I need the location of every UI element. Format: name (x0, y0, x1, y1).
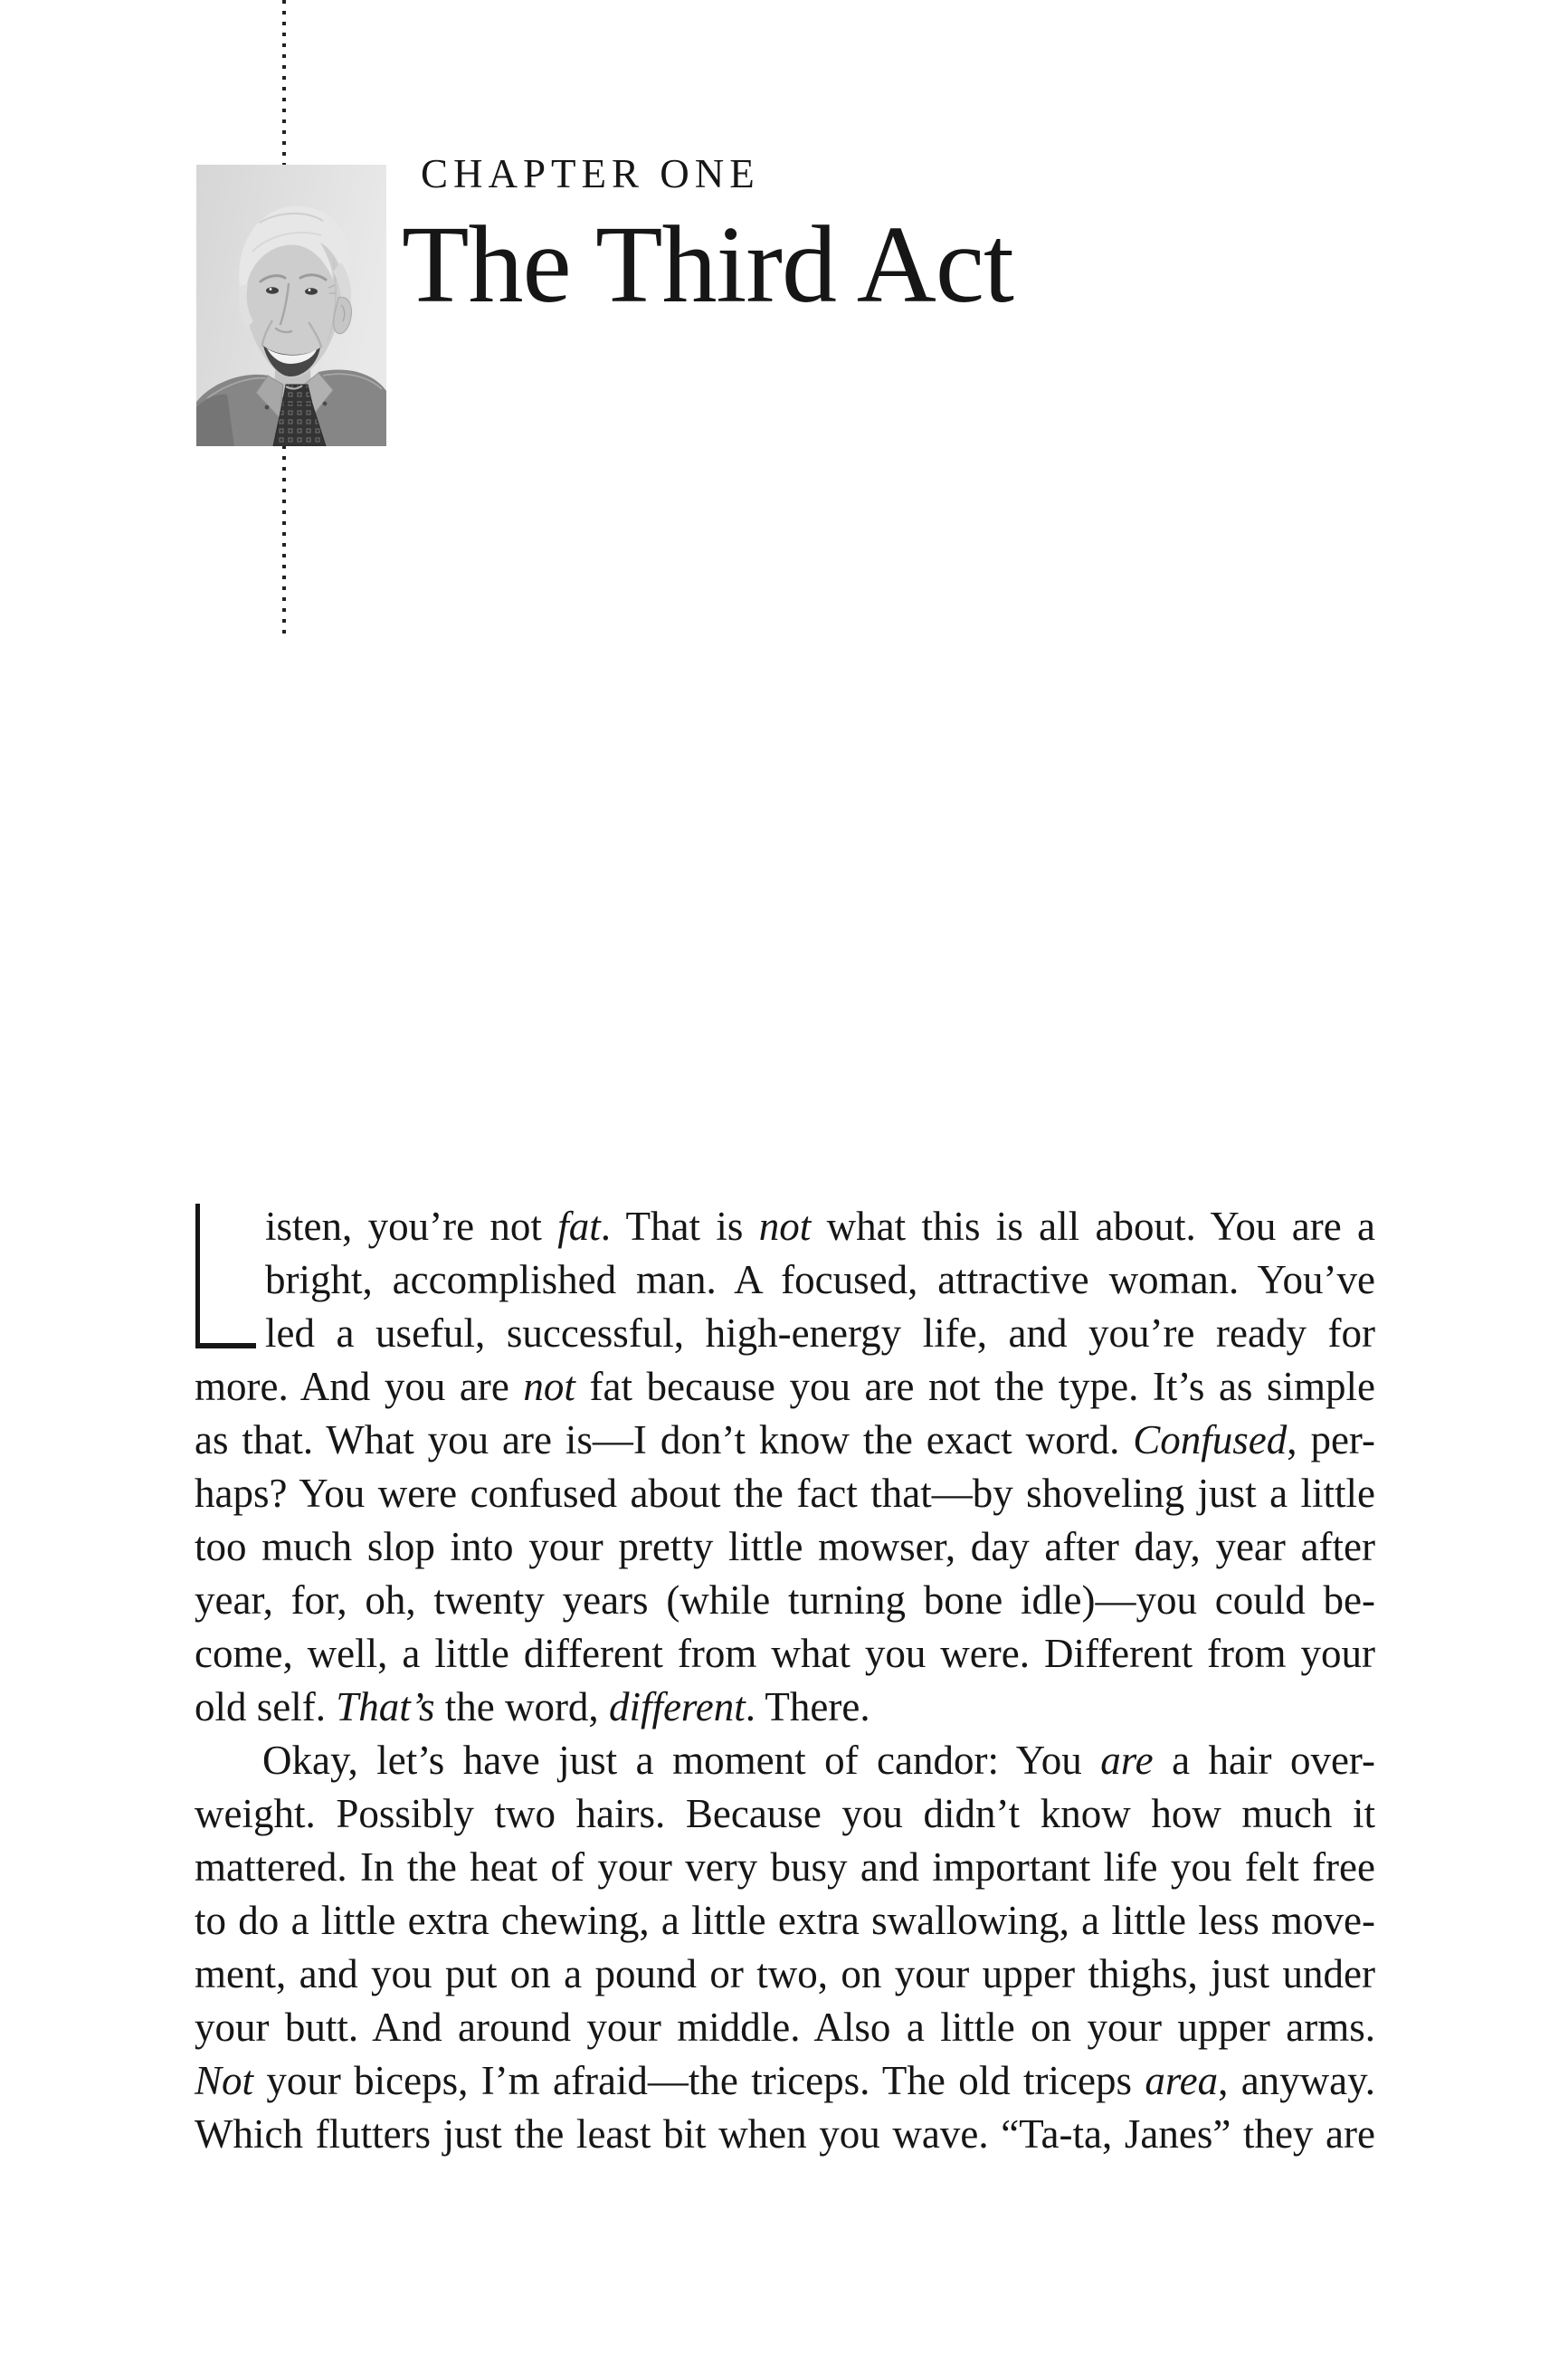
text-line-p1-8 (195, 1574, 1375, 1627)
text-line-p1-9 (195, 1627, 1375, 1681)
portrait-photo-art (196, 165, 386, 446)
drop-cap-letter (195, 1204, 256, 1348)
chapter-title: The Third Act (402, 204, 1013, 326)
text-run: ment, and you put on a pound or two, on your upper thighs, just under (195, 1951, 1375, 1996)
text-run: haps? You were confused about the fact that—by shoveling just a little (195, 1471, 1375, 1516)
text-run: year, for, oh, twenty years (while turning bone idle)—you could be- (195, 1577, 1375, 1623)
text-line-p1-7 (195, 1520, 1375, 1574)
italic-text-run: fat (557, 1204, 601, 1249)
text-line-p1-2 (195, 1253, 1375, 1307)
chapter-kicker: CHAPTER ONE (421, 151, 760, 196)
text-run: isten, you’re not (265, 1204, 558, 1249)
text-run: Which flutters just the least bit when you wave. “Ta-ta, Janes” they are (195, 2111, 1375, 2157)
paragraphs (195, 1200, 1375, 2161)
text-run: bright, accomplished man. A focused, attractive woman. You’ve (265, 1257, 1375, 1302)
italic-text-run: not (523, 1364, 575, 1409)
italic-text-run: area (1145, 2058, 1219, 2103)
italic-text-run: different (608, 1684, 746, 1729)
text-line-p1-1 (195, 1200, 1375, 1253)
italic-text-run: not (758, 1204, 812, 1249)
text-run: your biceps, I’m afraid—the triceps. The old triceps (253, 2058, 1145, 2103)
text-line-p1-10 (195, 1681, 1375, 1734)
text-run: the word, (434, 1684, 609, 1729)
text-line-p1-6 (195, 1467, 1375, 1520)
text-run: a hair over- (1153, 1738, 1376, 1783)
text-line-p2-1 (195, 1734, 1375, 1787)
text-run: what this is all about. You are a (811, 1204, 1376, 1249)
body-text (195, 1200, 1375, 2161)
text-line-p2-2 (195, 1787, 1375, 1841)
text-run: . There. (745, 1684, 870, 1729)
text-run: your butt. And around your middle. Also a little on your upper arms. (195, 2005, 1375, 2050)
drop-cap-letter-text (200, 1204, 201, 1205)
text-run: fat because you are not the type. It’s as simple (575, 1364, 1375, 1409)
text-line-p2-5 (195, 1948, 1375, 2001)
text-run: . That is (600, 1204, 759, 1249)
text-run: Okay, let’s have just a moment of candor: You (262, 1738, 1101, 1783)
text-line-p2-7 (195, 2054, 1375, 2108)
italic-text-run: are (1100, 1738, 1154, 1783)
text-run: more. And you are (195, 1364, 524, 1409)
text-line-p2-6 (195, 2001, 1375, 2054)
text-run: too much slop into your pretty little mowser, day after day, year after (195, 1524, 1375, 1569)
text-run: led a useful, successful, high-energy life, and you’re ready for (265, 1310, 1375, 1356)
text-line-p2-4 (195, 1894, 1375, 1948)
portrait-photo (196, 165, 386, 446)
text-run: come, well, a little different from what you were. Different from your (195, 1631, 1375, 1676)
text-line-p2-8 (195, 2108, 1375, 2161)
text-run: , per- (1287, 1417, 1375, 1462)
text-line-p2-3 (195, 1841, 1375, 1894)
text-run: mattered. In the heat of your very busy and important life you felt free (195, 1844, 1375, 1890)
text-run: to do a little extra chewing, a little extra swallowing, a little less move- (195, 1898, 1375, 1943)
italic-text-run: That’s (336, 1684, 435, 1729)
text-run: as that. What you are is—I don’t know the exact word. (195, 1417, 1134, 1462)
text-run: old self. (195, 1684, 337, 1729)
italic-text-run: Not (195, 2058, 254, 2103)
text-run: weight. Possibly two hairs. Because you didn’t know how much it (195, 1791, 1375, 1836)
text-line-p1-3 (195, 1307, 1375, 1360)
text-run: , anyway. (1218, 2058, 1375, 2103)
italic-text-run: Confused (1133, 1417, 1288, 1462)
text-line-p1-4 (195, 1360, 1375, 1414)
text-line-p1-5 (195, 1414, 1375, 1467)
